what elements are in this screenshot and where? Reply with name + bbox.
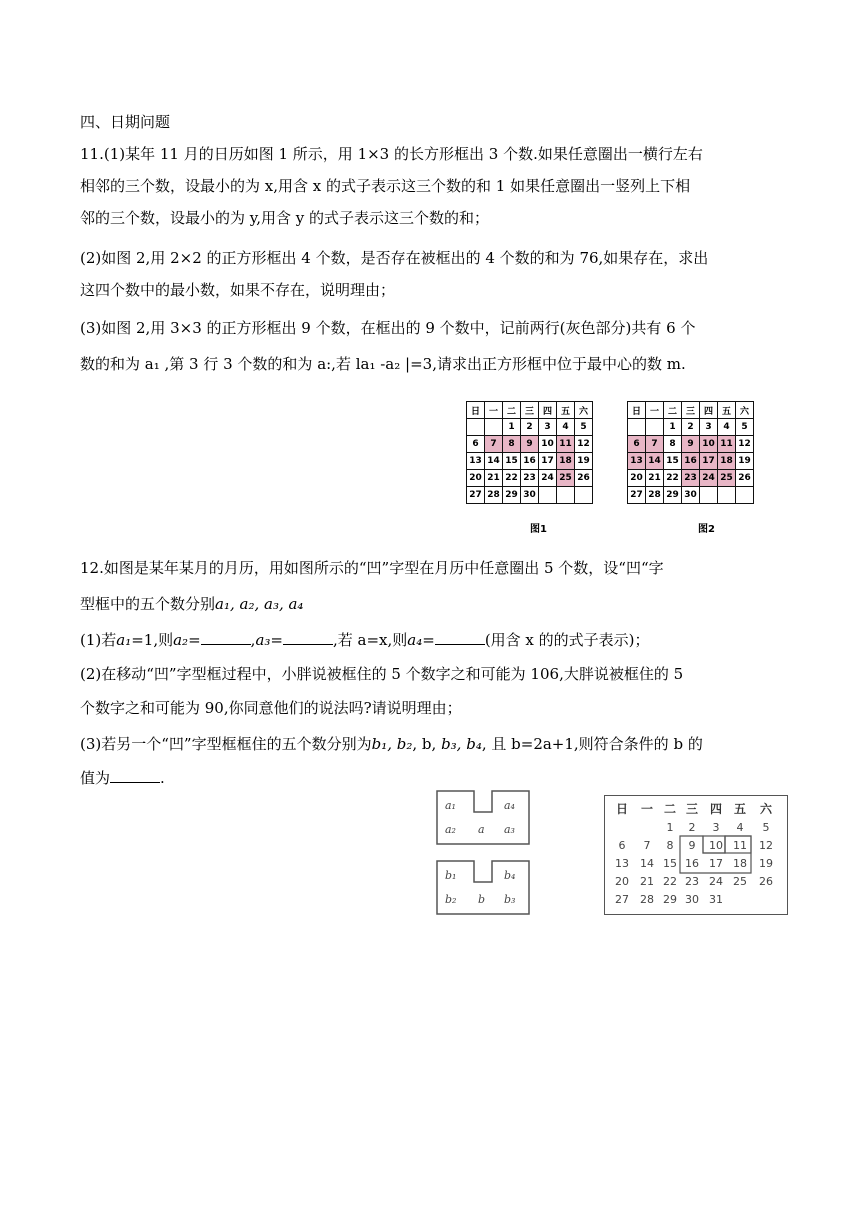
calendar-day-cell: 16 bbox=[682, 453, 700, 470]
calendar3-day-cell: 8 bbox=[666, 839, 674, 852]
calendar-header-cell: 六 bbox=[736, 402, 754, 419]
shape-a-label: a₃ bbox=[504, 823, 515, 836]
calendar-day-cell: 21 bbox=[646, 470, 664, 487]
calendar-header-cell: 一 bbox=[485, 402, 503, 419]
calendar-day-cell: 8 bbox=[664, 436, 682, 453]
q12-b-vars-1: b₁, b₂ bbox=[371, 735, 413, 753]
shape-b-label: b₃ bbox=[504, 893, 516, 906]
q11-line-7: 数的和为 a₁ ,第 3 行 3 个数的和为 a:,若 la₁ -a₂ |=3,请求出正方形框中位于最中心的数 m. bbox=[80, 355, 686, 373]
calendar-header-cell: 一 bbox=[646, 402, 664, 419]
calendar-day-cell: 28 bbox=[485, 487, 503, 504]
calendar-header-cell: 四 bbox=[539, 402, 557, 419]
shape-a-label: a₂ bbox=[445, 823, 456, 836]
q12-p1-g: (用含 x 的的式子表示)； bbox=[484, 631, 650, 649]
calendar3-day-cell: 11 bbox=[733, 839, 747, 852]
answer-blank-b[interactable] bbox=[110, 768, 160, 783]
calendar-header-cell: 三 bbox=[521, 402, 539, 419]
calendar-day-cell: 28 bbox=[646, 487, 664, 504]
calendar-day-cell: 27 bbox=[628, 487, 646, 504]
calendar-day-cell: 18 bbox=[557, 453, 575, 470]
calendar-day-cell: 14 bbox=[485, 453, 503, 470]
calendar-day-cell: 25 bbox=[718, 470, 736, 487]
shape-a-label: a bbox=[478, 823, 485, 836]
answer-blank-a2[interactable] bbox=[201, 630, 251, 645]
q12-p1-c: = bbox=[188, 631, 201, 649]
calendar-figure-1 bbox=[466, 401, 593, 504]
q12-line-4: (2)在移动“凹”字型框过程中，小胖说被框住的 5 个数字之和可能为 106,大胖说被框住的 5 bbox=[80, 665, 684, 683]
q12-p1-a2: a₂ bbox=[173, 631, 189, 649]
shape-b-label: b₁ bbox=[445, 869, 457, 882]
q12-a-vars: a₁, a₂, a₃, a₄ bbox=[215, 595, 304, 613]
shape-b-label: b₄ bbox=[504, 869, 516, 882]
calendar-day-cell: 20 bbox=[628, 470, 646, 487]
calendar-day-cell: 17 bbox=[700, 453, 718, 470]
q12-p1-sep: , bbox=[250, 631, 256, 649]
calendar3-day-cell: 30 bbox=[685, 893, 699, 906]
q12-p1-a4: a₄ bbox=[407, 631, 423, 649]
calendar-day-cell: 24 bbox=[700, 470, 718, 487]
q12-p1-e: ,若 a=x,则 bbox=[332, 631, 408, 649]
q12-p1-a: (1)若 bbox=[80, 631, 117, 649]
calendar-day-cell bbox=[575, 487, 593, 504]
q12-line-1: 12.如图是某年某月的月历，用如图所示的“凹”字型在月历中任意圈出 5 个数，设“凹“字 bbox=[80, 559, 664, 577]
calendar3-day-cell: 16 bbox=[685, 857, 699, 870]
shape-a-label: a₁ bbox=[445, 799, 456, 812]
calendar3-day-cell: 12 bbox=[759, 839, 773, 852]
calendar3-header-cell: 五 bbox=[733, 802, 746, 816]
figure-1-label: 图1 bbox=[530, 524, 547, 535]
calendar3-day-cell: 2 bbox=[688, 821, 696, 834]
calendar-day-cell: 15 bbox=[503, 453, 521, 470]
calendar-day-cell: 11 bbox=[718, 436, 736, 453]
q12-part-3 bbox=[80, 734, 703, 754]
calendar-day-cell: 26 bbox=[575, 470, 593, 487]
figure-2-label: 图2 bbox=[698, 524, 715, 535]
calendar-day-cell: 22 bbox=[503, 470, 521, 487]
calendar-day-cell: 12 bbox=[575, 436, 593, 453]
q11-line-1: 11.(1)某年 11 月的日历如图 1 所示，用 1×3 的长方形框出 3 个数.如果任意圈出一横行左右 bbox=[80, 145, 703, 163]
calendar-day-cell: 19 bbox=[575, 453, 593, 470]
calendar3-day-cell: 1 bbox=[666, 821, 674, 834]
q11-line-3: 邻的三个数，设最小的为 y,用含 y 的式子表示这三个数的和； bbox=[80, 209, 490, 227]
calendar3-day-cell: 7 bbox=[643, 839, 651, 852]
calendar3-header-cell: 四 bbox=[709, 802, 722, 816]
calendar-day-cell: 22 bbox=[664, 470, 682, 487]
notch-shape-b bbox=[436, 860, 530, 915]
calendar3-day-cell: 20 bbox=[615, 875, 629, 888]
calendar-day-cell: 1 bbox=[503, 419, 521, 436]
calendar-day-cell: 6 bbox=[628, 436, 646, 453]
calendar-header-cell: 日 bbox=[628, 402, 646, 419]
q12-part-1 bbox=[80, 630, 650, 650]
q12-l6-a: (3)若另一个“凹”字型框框住的五个数分别为 bbox=[80, 735, 372, 753]
calendar3-day-cell: 21 bbox=[640, 875, 654, 888]
calendar3-day-cell: 6 bbox=[618, 839, 626, 852]
calendar-day-cell: 11 bbox=[557, 436, 575, 453]
calendar-day-cell bbox=[539, 487, 557, 504]
calendar3-day-cell: 26 bbox=[759, 875, 773, 888]
q12-l6-c: , 且 b=2a+1,则符合条件的 b 的 bbox=[481, 735, 703, 753]
calendar-day-cell: 10 bbox=[700, 436, 718, 453]
calendar-header-cell: 四 bbox=[700, 402, 718, 419]
calendar-header-cell: 二 bbox=[664, 402, 682, 419]
calendar-day-cell: 9 bbox=[521, 436, 539, 453]
calendar3-day-cell: 25 bbox=[733, 875, 747, 888]
q12-line-5: 个数字之和可能为 90,你同意他们的说法吗?请说明理由； bbox=[80, 699, 462, 717]
calendar3-header-cell: 三 bbox=[685, 802, 698, 816]
notch-shape-a bbox=[436, 790, 530, 845]
calendar-day-cell bbox=[628, 419, 646, 436]
calendar-day-cell: 18 bbox=[718, 453, 736, 470]
calendar-day-cell: 29 bbox=[664, 487, 682, 504]
calendar3-day-cell: 19 bbox=[759, 857, 773, 870]
q12-l7-b: . bbox=[160, 769, 165, 787]
calendar-day-cell: 23 bbox=[521, 470, 539, 487]
shape-a-label: a₄ bbox=[504, 799, 515, 812]
q12-p1-a1: a₁ bbox=[116, 631, 132, 649]
calendar-header-cell: 六 bbox=[575, 402, 593, 419]
answer-blank-a4[interactable] bbox=[435, 630, 485, 645]
q11-line-5: 这四个数中的最小数，如果不存在，说明理由； bbox=[80, 281, 396, 299]
calendar3-day-cell: 15 bbox=[663, 857, 677, 870]
calendar-day-cell: 25 bbox=[557, 470, 575, 487]
q12-l6-b: , b, bbox=[412, 735, 442, 753]
calendar3-day-cell: 4 bbox=[736, 821, 744, 834]
calendar-day-cell: 19 bbox=[736, 453, 754, 470]
calendar-day-cell: 1 bbox=[664, 419, 682, 436]
calendar-day-cell: 5 bbox=[575, 419, 593, 436]
calendar-header-cell: 日 bbox=[467, 402, 485, 419]
calendar-day-cell: 21 bbox=[485, 470, 503, 487]
calendar-day-cell: 15 bbox=[664, 453, 682, 470]
calendar-day-cell: 16 bbox=[521, 453, 539, 470]
calendar-day-cell: 2 bbox=[521, 419, 539, 436]
calendar-day-cell bbox=[646, 419, 664, 436]
shape-b-label: b bbox=[478, 893, 486, 906]
calendar-day-cell: 13 bbox=[628, 453, 646, 470]
calendar-day-cell: 13 bbox=[467, 453, 485, 470]
calendar3-header-cell: 二 bbox=[663, 802, 676, 816]
answer-blank-a3[interactable] bbox=[283, 630, 333, 645]
calendar-day-cell: 3 bbox=[539, 419, 557, 436]
calendar-header-cell: 二 bbox=[503, 402, 521, 419]
calendar3-day-cell: 23 bbox=[685, 875, 699, 888]
calendar-day-cell: 24 bbox=[539, 470, 557, 487]
calendar-day-cell: 17 bbox=[539, 453, 557, 470]
calendar-day-cell: 6 bbox=[467, 436, 485, 453]
q12-p1-f: = bbox=[422, 631, 435, 649]
calendar-day-cell: 12 bbox=[736, 436, 754, 453]
calendar-day-cell: 9 bbox=[682, 436, 700, 453]
q11-line-2: 相邻的三个数，设最小的为 x,用含 x 的式子表示这三个数的和 1 如果任意圈出一竖列上下相 bbox=[80, 177, 691, 195]
calendar-day-cell: 7 bbox=[646, 436, 664, 453]
q12-p1-a3: a₃ bbox=[255, 631, 271, 649]
calendar3-day-cell: 27 bbox=[615, 893, 629, 906]
calendar-day-cell bbox=[557, 487, 575, 504]
calendar3-day-cell: 22 bbox=[663, 875, 677, 888]
q11-line-4: (2)如图 2,用 2×2 的正方形框出 4 个数，是否存在被框出的 4 个数的和为 76,如果存在，求出 bbox=[80, 249, 709, 267]
q12-line-7 bbox=[80, 768, 165, 788]
calendar-header-cell: 五 bbox=[718, 402, 736, 419]
calendar3-header-cell: 日 bbox=[615, 802, 628, 816]
calendar-day-cell bbox=[736, 487, 754, 504]
calendar-day-cell: 30 bbox=[521, 487, 539, 504]
q12-line-2-text: 型框中的五个数分别 bbox=[80, 595, 216, 613]
q12-b-vars-2: b₃, b₄ bbox=[441, 735, 482, 753]
q12-p1-d: = bbox=[270, 631, 283, 649]
q12-l7-a: 值为 bbox=[80, 769, 111, 787]
calendar3-day-cell: 10 bbox=[709, 839, 723, 852]
calendar3-day-cell: 18 bbox=[733, 857, 747, 870]
calendar-day-cell: 7 bbox=[485, 436, 503, 453]
calendar-day-cell: 14 bbox=[646, 453, 664, 470]
calendar3-header-cell: 一 bbox=[640, 802, 653, 816]
calendar3-header-cell: 六 bbox=[759, 802, 772, 816]
calendar-day-cell: 27 bbox=[467, 487, 485, 504]
calendar-day-cell: 10 bbox=[539, 436, 557, 453]
calendar-day-cell: 3 bbox=[700, 419, 718, 436]
calendar-day-cell: 4 bbox=[718, 419, 736, 436]
calendar-day-cell: 5 bbox=[736, 419, 754, 436]
calendar3-day-cell: 13 bbox=[615, 857, 629, 870]
q12-line-2 bbox=[80, 594, 303, 614]
calendar3-day-cell: 28 bbox=[640, 893, 654, 906]
calendar3-day-cell: 9 bbox=[688, 839, 696, 852]
calendar3-day-cell: 24 bbox=[709, 875, 723, 888]
calendar-day-cell: 2 bbox=[682, 419, 700, 436]
calendar-day-cell: 20 bbox=[467, 470, 485, 487]
calendar3-day-cell: 3 bbox=[712, 821, 720, 834]
calendar3-day-cell: 14 bbox=[640, 857, 654, 870]
calendar-day-cell: 30 bbox=[682, 487, 700, 504]
q12-p1-b: =1,则 bbox=[131, 631, 174, 649]
calendar3-day-cell: 31 bbox=[709, 893, 723, 906]
calendar-day-cell: 26 bbox=[736, 470, 754, 487]
calendar-day-cell bbox=[700, 487, 718, 504]
calendar-day-cell: 29 bbox=[503, 487, 521, 504]
calendar-day-cell bbox=[467, 419, 485, 436]
calendar3-day-cell: 17 bbox=[709, 857, 723, 870]
calendar-figure-3 bbox=[604, 795, 788, 915]
calendar-day-cell bbox=[485, 419, 503, 436]
calendar-day-cell: 4 bbox=[557, 419, 575, 436]
calendar-header-cell: 三 bbox=[682, 402, 700, 419]
calendar-day-cell: 8 bbox=[503, 436, 521, 453]
calendar-header-cell: 五 bbox=[557, 402, 575, 419]
calendar-day-cell bbox=[718, 487, 736, 504]
calendar-day-cell: 23 bbox=[682, 470, 700, 487]
section-title: 四、日期问题 bbox=[80, 113, 171, 131]
calendar3-day-cell: 29 bbox=[663, 893, 677, 906]
calendar-figure-2 bbox=[627, 401, 754, 504]
calendar3-day-cell: 5 bbox=[762, 821, 770, 834]
shape-b-label: b₂ bbox=[445, 893, 457, 906]
q11-line-6: (3)如图 2,用 3×3 的正方形框出 9 个数，在框出的 9 个数中，记前两行(灰色部分)共有 6 个 bbox=[80, 319, 696, 337]
